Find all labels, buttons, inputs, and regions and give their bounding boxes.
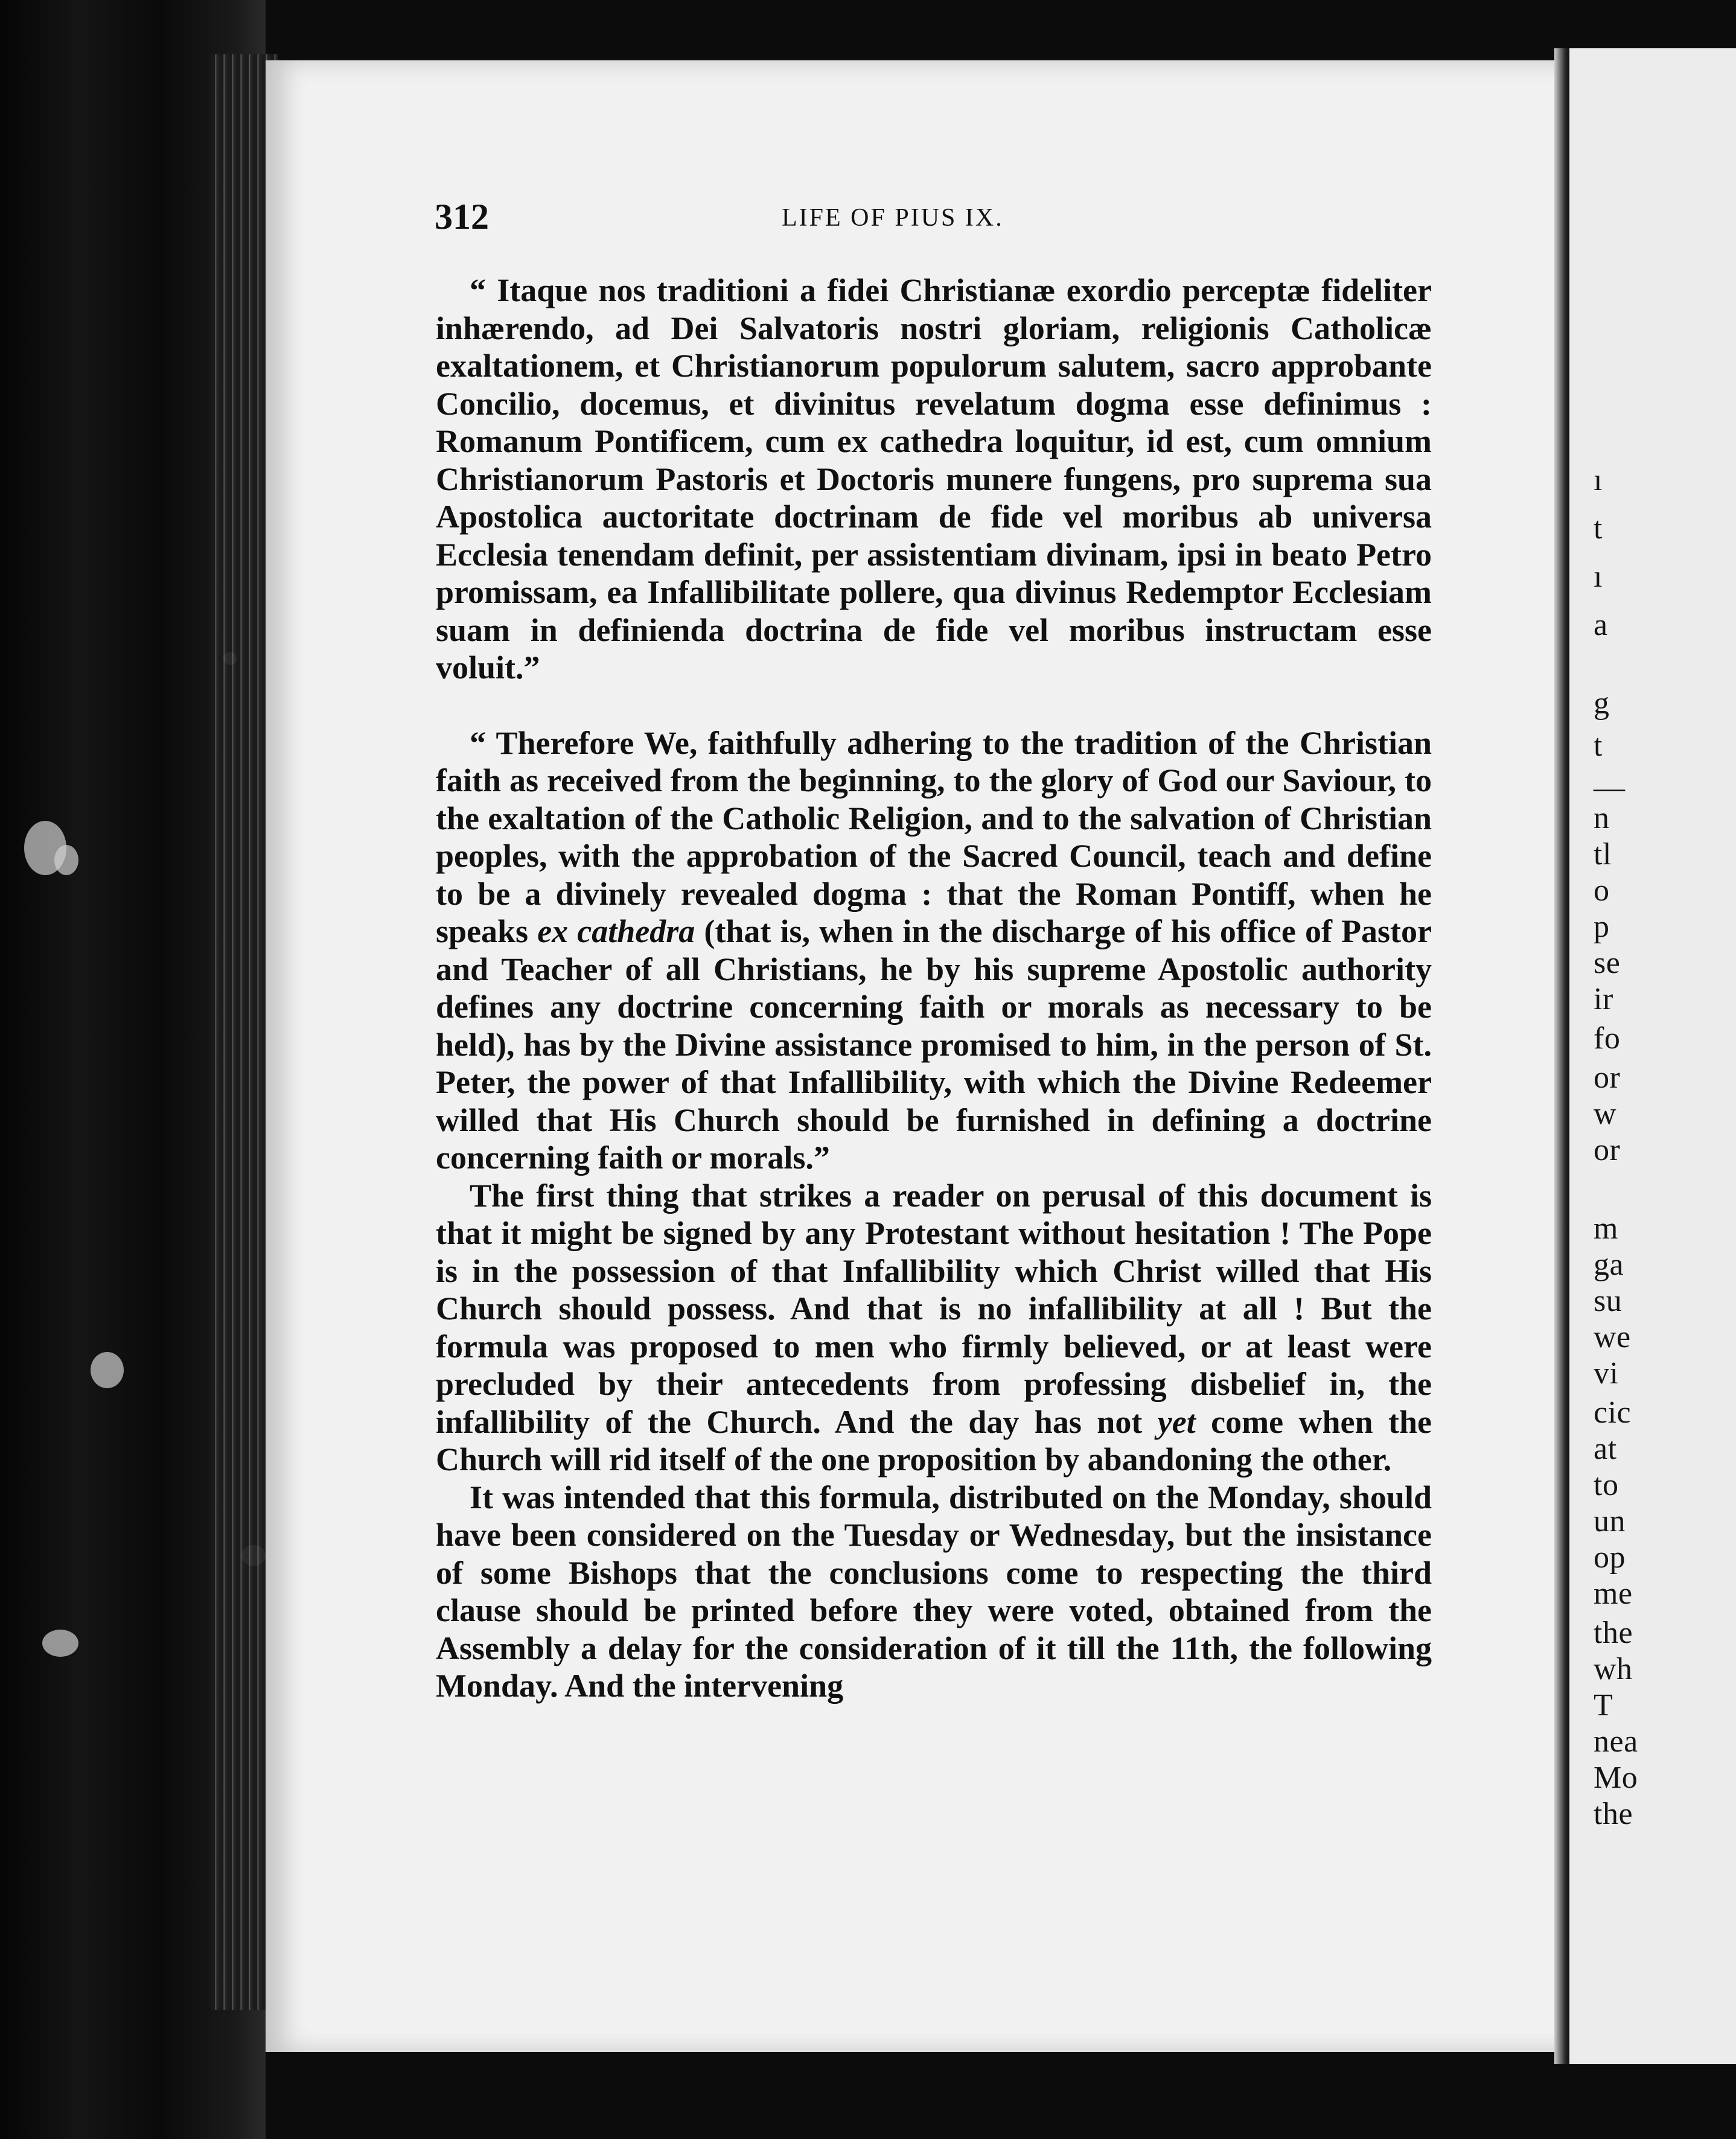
facing-page-fragment: un xyxy=(1594,1504,1626,1538)
latin-quotation xyxy=(436,272,1432,687)
facing-page-fragment: t xyxy=(1594,728,1603,763)
paragraph-text: “ Itaque nos traditioni a fidei Christianæ exordio perceptæ fideliter inhærendo, ad Dei Salvatoris nostri gloriam, religionis Catholicæ exaltationem, et Christianorum populorum salutem, sacro approbante Concilio, docemus, et divinitus revelatum dogma esse definimus : Romanum Pontificem, cum ex cathedra loquitur, id est, cum omnium Christianorum Pastoris et Doctoris munere fungens, pro suprema sua Apostolica auctoritate doctrinam de fide vel moribus ab universa Ecclesia tenendam definit, per assistentiam divinam, ipsi in beato Petro promissam, ea Infallibilitate pollere, qua divinus Redemptor Ecclesiam suam in definienda doctrina de fide vel moribus instructam esse voluit.” xyxy=(436,272,1432,686)
page-number: 312 xyxy=(435,197,489,237)
dust-speck xyxy=(54,845,78,875)
english-translation xyxy=(436,724,1432,1177)
facing-page-fragment: — xyxy=(1594,771,1626,805)
italic-phrase: ex cathedra xyxy=(537,913,695,949)
facing-page-fragment: ı xyxy=(1594,559,1603,594)
facing-page-fragment: t xyxy=(1594,511,1603,546)
facing-page-fragment: or xyxy=(1594,1060,1621,1095)
commentary-paragraph xyxy=(436,1177,1432,1479)
facing-page-fragment: su xyxy=(1594,1284,1623,1318)
facing-page-fragment: n xyxy=(1594,801,1610,835)
page-header xyxy=(435,196,1147,244)
facing-page-fragment: to xyxy=(1594,1468,1619,1502)
facing-page-fragment: cic xyxy=(1594,1395,1632,1430)
facing-page-fragment: we xyxy=(1594,1320,1631,1354)
facing-page-fragment: ir xyxy=(1594,982,1613,1016)
facing-page-fragment: g xyxy=(1594,686,1610,721)
paragraph-text: “ Therefore We, faithfully adhering to the tradition of the Christian faith as received from the beginning, to the glory of God our Saviour, to the exaltation of the Catholic Religion, and to the salvation of Christian peoples, with the approbation of the Sacred Council, teach and define to be a divinely revealed dogma : that the Roman Pontiff, when he speaks xyxy=(436,724,1432,949)
facing-page-fragment: nea xyxy=(1594,1724,1638,1759)
dust-speck xyxy=(91,1352,124,1388)
facing-page-fragment: op xyxy=(1594,1540,1626,1575)
facing-page-fragment: Mo xyxy=(1594,1761,1638,1795)
facing-page-fragment: wh xyxy=(1594,1652,1633,1686)
facing-page-fragment: m xyxy=(1594,1211,1618,1246)
facing-page-fragment: the xyxy=(1594,1616,1633,1650)
facing-page-fragment: T xyxy=(1594,1688,1613,1723)
paragraph-text: The first thing that strikes a reader on perusal of this document is that it might be signed by any Protestant without hesitation ! The Pope is in the possession of that Infallibility which Christ willed that His Church should possess. And that is no infallibility at all ! But the formula was proposed to men who firmly believed, or at least were precluded by their antecedents from professing disbelief in, the infallibility of the Church. And the day has not xyxy=(436,1177,1432,1440)
facing-page-fragment: ı xyxy=(1594,463,1603,497)
facing-page-fragment: p xyxy=(1594,910,1610,944)
facing-page-fragment: o xyxy=(1594,873,1610,908)
facing-page-fragment: w xyxy=(1594,1097,1617,1131)
paragraph-text: It was intended that this formula, distributed on the Monday, should have been considered on the Tuesday or Wednesday, but the insistance of some Bishops that the conclusions come to respecting the third clause should be printed before they were voted, obtained from the Assembly a delay for the consideration of it till the 11th, the following Monday. And the intervening xyxy=(436,1479,1432,1704)
facing-page-fragment: se xyxy=(1594,946,1621,980)
facing-page-fragment: the xyxy=(1594,1797,1633,1831)
facing-page-fragment: or xyxy=(1594,1133,1621,1167)
dust-speck xyxy=(42,1630,78,1657)
narrative-paragraph xyxy=(436,1479,1432,1705)
body-text xyxy=(436,272,1432,1705)
paragraph-text: come when the Church will rid itself of the one proposition by abandoning the other. xyxy=(436,1403,1432,1478)
running-head: LIFE OF PIUS IX. xyxy=(782,204,1004,232)
facing-page-fragment: a xyxy=(1594,608,1608,642)
facing-page-fragment: vi xyxy=(1594,1356,1619,1391)
facing-page-fragment: at xyxy=(1594,1432,1617,1466)
italic-word: yet xyxy=(1157,1403,1196,1440)
paragraph-text: (that is, when in the discharge of his office of Pastor and Teacher of all Christians, he by his supreme Apostolic authority defines any doctrine concerning faith or morals as necessary to be held), has by the Divine assistance promised to him, in the person of St. Peter, the power of that Infallibility, with which the Divine Redeemer willed that His Church should be furnished in defining a doctrine concerning faith or morals.” xyxy=(436,913,1432,1176)
facing-page-fragment: tl xyxy=(1594,837,1612,872)
facing-page-fragment: me xyxy=(1594,1576,1633,1611)
facing-page-fragment: ga xyxy=(1594,1248,1624,1282)
facing-page-fragment: fo xyxy=(1594,1021,1621,1056)
right-page xyxy=(1569,48,1736,2064)
facing-page-column xyxy=(1569,48,1736,2064)
